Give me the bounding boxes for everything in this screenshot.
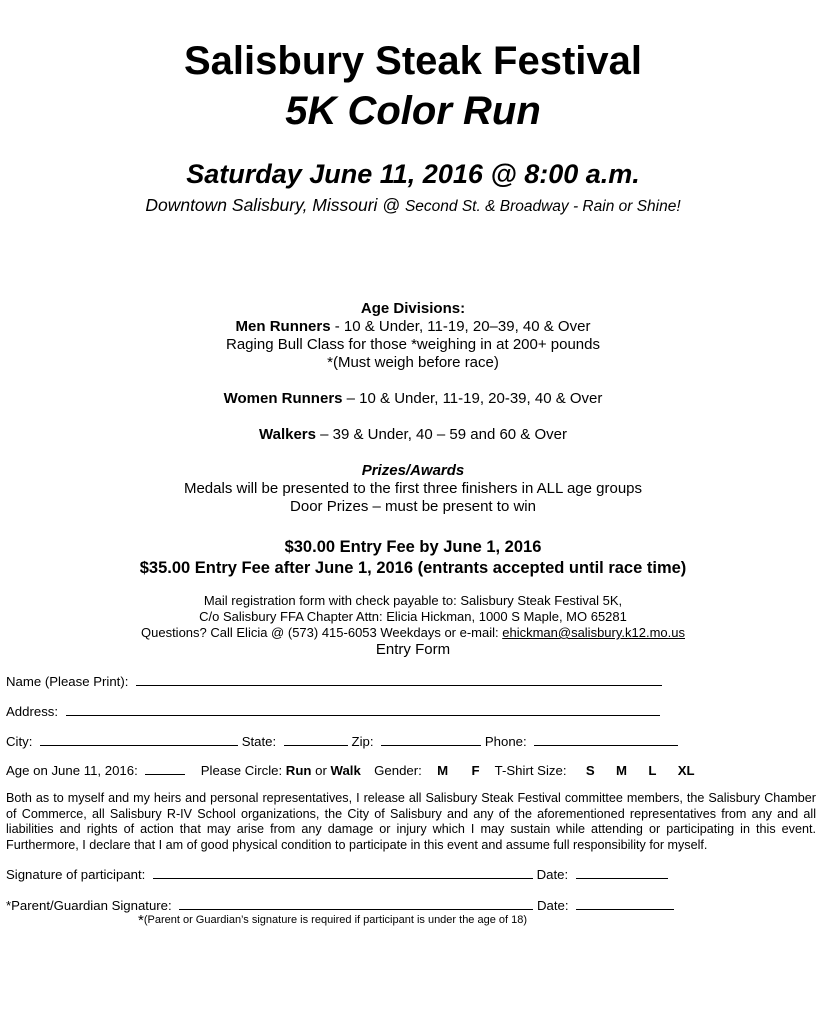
participant-date-label: Date: [536,867,569,882]
early-fee: $30.00 Entry Fee by June 1, 2016 [284,538,542,556]
size-l-option[interactable]: L [648,763,657,778]
age-divisions [0,300,826,516]
name-label: Name (Please Print): [6,674,129,689]
gender-m-option[interactable]: M [437,763,449,778]
mail-line-3 [0,625,826,641]
state-label: State: [241,734,277,749]
walkers-label: Walkers [259,426,316,443]
door-prizes-line: Door Prizes – must be present to win [290,498,536,515]
name-row [6,673,662,690]
participant-date-field[interactable] [576,866,668,879]
phone-field[interactable] [534,733,678,746]
release-waiver: Both as to myself and my heirs and personal representatives, I release all Salisbury Steak Festival committee members, the Salisbury Chamber of Commerce, all Salisbury R-IV School organizations, the City of Salisbury and any of the aforementioned representatives from any and all liabilities and rights of action that may arise from any damage or injury which I may sustain while attending or participating in this event. Furthermore, I declare that I am of good physical condition to participate in this event and assume full responsibility for myself. [6,791,816,852]
walkers-ages: – 39 & Under, 40 – 59 and 60 & Over [315,426,567,443]
size-m-option[interactable]: M [615,763,627,778]
age-label: Age on June 11, 2016: [6,763,138,778]
size-s-option[interactable]: S [585,763,595,778]
guardian-note-text: (Parent or Guardian’s signature is required if participant is under the age of 18) [143,914,528,926]
or-text: or [315,763,327,778]
guardian-signature-field[interactable] [179,897,533,910]
state-field[interactable] [284,733,348,746]
event-subtitle: 5K Color Run [285,89,541,133]
zip-field[interactable] [381,733,481,746]
size-xl-option[interactable]: XL [677,763,695,778]
weigh-note: *(Must weigh before race) [327,354,499,371]
men-runners-line [0,318,826,336]
gender-label: Gender: [374,763,422,778]
guardian-note [138,913,527,928]
city-label: City: [6,734,33,749]
questions-text: Questions? Call Elicia @ (573) 415-6053 Weekdays or e-mail: [141,625,503,640]
men-runners-ages: - 10 & Under, 11-19, 20–39, 40 & Over [330,318,591,335]
guardian-signature-label: *Parent/Guardian Signature: [6,898,172,913]
medals-line: Medals will be presented to the first three finishers in ALL age groups [183,480,643,497]
shirt-size-label: T-Shirt Size: [494,763,567,778]
event-date-time: Saturday June 11, 2016 @ 8:00 a.m. [186,159,640,189]
event-location [0,194,826,218]
guardian-date-label: Date: [537,898,569,913]
age-field[interactable] [145,762,185,775]
city-row [6,733,678,750]
gender-f-option[interactable]: F [471,763,480,778]
women-runners-line [0,390,826,408]
guardian-signature-row [6,897,674,914]
raging-bull-line: Raging Bull Class for those *weighing in at 200+ pounds [226,336,600,353]
women-runners-label: Women Runners [223,390,343,407]
run-option[interactable]: Run [285,763,312,778]
event-title: Salisbury Steak Festival [183,39,642,83]
contact-email-link[interactable]: ehickman@salisbury.k12.mo.us [502,625,685,640]
participant-signature-label: Signature of participant: [6,867,146,882]
entry-form-heading: Entry Form [375,641,451,658]
age-divisions-heading: Age Divisions: [360,300,466,317]
city-field[interactable] [40,733,238,746]
age-row [6,762,695,779]
walk-option[interactable]: Walk [330,763,361,778]
address-row [6,703,660,720]
address-field[interactable] [66,703,660,716]
women-runners-ages: – 10 & Under, 11-19, 20-39, 40 & Over [342,390,603,407]
location-streets: Second St. & Broadway - Rain or Shine! [404,198,681,215]
phone-label: Phone: [484,734,527,749]
late-fee: $35.00 Entry Fee after June 1, 2016 (entrants accepted until race time) [139,559,687,577]
prizes-heading: Prizes/Awards [361,462,465,479]
mail-line-2: C/o Salisbury FFA Chapter Attn: Elicia Hickman, 1000 S Maple, MO 65281 [199,609,627,624]
mailing-info [0,593,826,659]
participant-signature-field[interactable] [153,866,533,879]
guardian-note-asterisk: * [138,912,144,929]
participant-signature-row [6,866,668,883]
mail-line-1: Mail registration form with check payable to: Salisbury Steak Festival 5K, [203,593,623,608]
guardian-date-field[interactable] [576,897,674,910]
entry-fees [0,537,826,579]
zip-label: Zip: [351,734,374,749]
circle-label: Please Circle: [200,763,283,778]
address-label: Address: [6,704,59,719]
men-runners-label: Men Runners [235,318,331,335]
name-field[interactable] [136,673,662,686]
location-city: Downtown Salisbury, Missouri @ [145,195,401,215]
walkers-line [0,426,826,444]
